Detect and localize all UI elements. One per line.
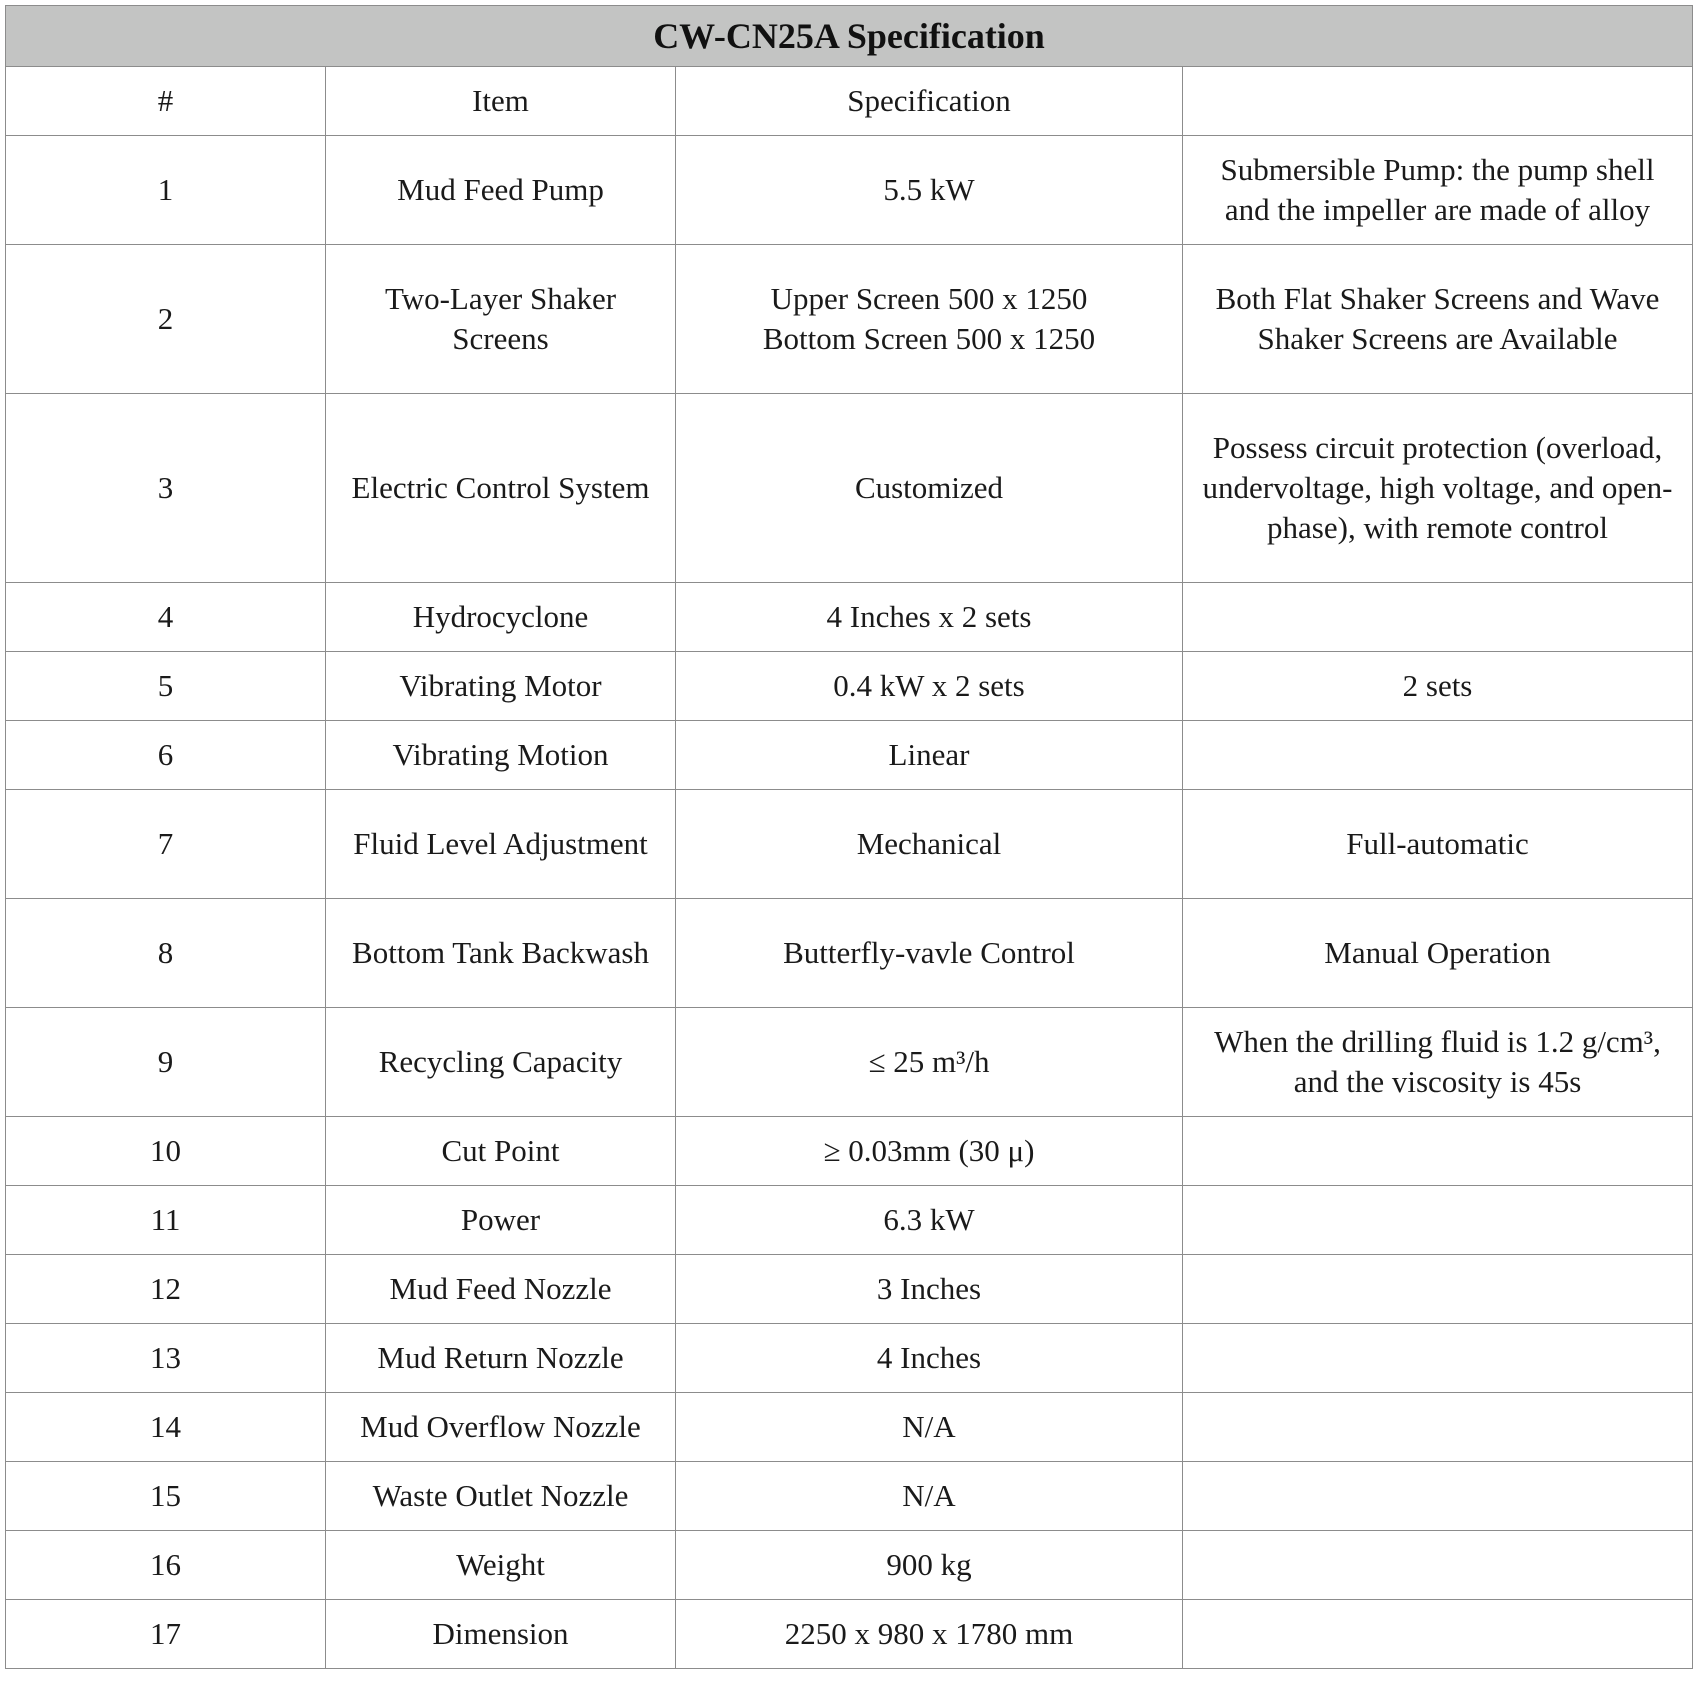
table-row <box>6 1531 1693 1600</box>
row-number: 2 <box>6 245 326 394</box>
row-specification: 900 kg <box>676 1531 1183 1600</box>
row-number: 6 <box>6 721 326 790</box>
row-item: Fluid Level Adjustment <box>326 790 676 899</box>
row-item: Mud Return Nozzle <box>326 1324 676 1393</box>
table-row <box>6 1117 1693 1186</box>
table-row <box>6 1324 1693 1393</box>
row-specification: ≤ 25 m³/h <box>676 1008 1183 1117</box>
header-specification: Specification <box>676 67 1183 136</box>
row-note: Submersible Pump: the pump shell and the impeller are made of alloy <box>1183 136 1693 245</box>
table-row <box>6 1186 1693 1255</box>
row-specification: Mechanical <box>676 790 1183 899</box>
header-number: # <box>6 67 326 136</box>
row-item: Two-Layer Shaker Screens <box>326 245 676 394</box>
row-note <box>1183 1600 1693 1669</box>
row-note <box>1183 1393 1693 1462</box>
specification-table <box>5 5 1693 1669</box>
row-number: 11 <box>6 1186 326 1255</box>
row-note: Both Flat Shaker Screens and Wave Shaker Screens are Available <box>1183 245 1693 394</box>
row-specification: 0.4 kW x 2 sets <box>676 652 1183 721</box>
table-title: CW-CN25A Specification <box>6 6 1693 67</box>
table-row <box>6 583 1693 652</box>
table-row <box>6 790 1693 899</box>
row-specification: 2250 x 980 x 1780 mm <box>676 1600 1183 1669</box>
row-item: Dimension <box>326 1600 676 1669</box>
table-row <box>6 136 1693 245</box>
row-note: 2 sets <box>1183 652 1693 721</box>
row-specification: 6.3 kW <box>676 1186 1183 1255</box>
row-item: Bottom Tank Backwash <box>326 899 676 1008</box>
row-note <box>1183 1255 1693 1324</box>
row-item: Hydrocyclone <box>326 583 676 652</box>
table-row <box>6 245 1693 394</box>
row-specification: Linear <box>676 721 1183 790</box>
row-note <box>1183 1117 1693 1186</box>
table-row <box>6 721 1693 790</box>
row-note <box>1183 1531 1693 1600</box>
row-number: 15 <box>6 1462 326 1531</box>
row-note <box>1183 1462 1693 1531</box>
row-number: 3 <box>6 394 326 583</box>
column-header-row <box>6 67 1693 136</box>
row-note: Full-automatic <box>1183 790 1693 899</box>
row-number: 1 <box>6 136 326 245</box>
row-note: When the drilling fluid is 1.2 g/cm³, and the viscosity is 45s <box>1183 1008 1693 1117</box>
row-specification: 4 Inches x 2 sets <box>676 583 1183 652</box>
table-row <box>6 652 1693 721</box>
row-item: Recycling Capacity <box>326 1008 676 1117</box>
row-number: 9 <box>6 1008 326 1117</box>
row-number: 13 <box>6 1324 326 1393</box>
row-number: 7 <box>6 790 326 899</box>
row-number: 14 <box>6 1393 326 1462</box>
row-specification: ≥ 0.03mm (30 μ) <box>676 1117 1183 1186</box>
row-note: Manual Operation <box>1183 899 1693 1008</box>
row-number: 10 <box>6 1117 326 1186</box>
row-item: Cut Point <box>326 1117 676 1186</box>
row-number: 12 <box>6 1255 326 1324</box>
table-row <box>6 1393 1693 1462</box>
table-row <box>6 1600 1693 1669</box>
row-item: Mud Feed Nozzle <box>326 1255 676 1324</box>
row-number: 8 <box>6 899 326 1008</box>
table-row <box>6 394 1693 583</box>
row-note <box>1183 1324 1693 1393</box>
row-specification: 3 Inches <box>676 1255 1183 1324</box>
row-item: Waste Outlet Nozzle <box>326 1462 676 1531</box>
row-specification: N/A <box>676 1393 1183 1462</box>
table-row <box>6 899 1693 1008</box>
row-note: Possess circuit protection (overload, undervoltage, high voltage, and open-phase), with remote control <box>1183 394 1693 583</box>
row-number: 5 <box>6 652 326 721</box>
header-item: Item <box>326 67 676 136</box>
row-item: Mud Feed Pump <box>326 136 676 245</box>
row-number: 4 <box>6 583 326 652</box>
row-note <box>1183 721 1693 790</box>
table-row <box>6 1008 1693 1117</box>
table-row <box>6 1462 1693 1531</box>
row-note <box>1183 583 1693 652</box>
row-item: Weight <box>326 1531 676 1600</box>
row-specification: N/A <box>676 1462 1183 1531</box>
table-body <box>6 67 1693 1669</box>
header-notes <box>1183 67 1693 136</box>
row-specification: Customized <box>676 394 1183 583</box>
row-number: 17 <box>6 1600 326 1669</box>
row-specification: 5.5 kW <box>676 136 1183 245</box>
row-specification: Upper Screen 500 x 1250 Bottom Screen 500 x 1250 <box>676 245 1183 394</box>
row-item: Vibrating Motor <box>326 652 676 721</box>
row-item: Vibrating Motion <box>326 721 676 790</box>
row-number: 16 <box>6 1531 326 1600</box>
title-row <box>6 6 1693 67</box>
table-row <box>6 1255 1693 1324</box>
row-item: Mud Overflow Nozzle <box>326 1393 676 1462</box>
row-item: Power <box>326 1186 676 1255</box>
row-item: Electric Control System <box>326 394 676 583</box>
row-note <box>1183 1186 1693 1255</box>
row-specification: Butterfly-vavle Control <box>676 899 1183 1008</box>
row-specification: 4 Inches <box>676 1324 1183 1393</box>
